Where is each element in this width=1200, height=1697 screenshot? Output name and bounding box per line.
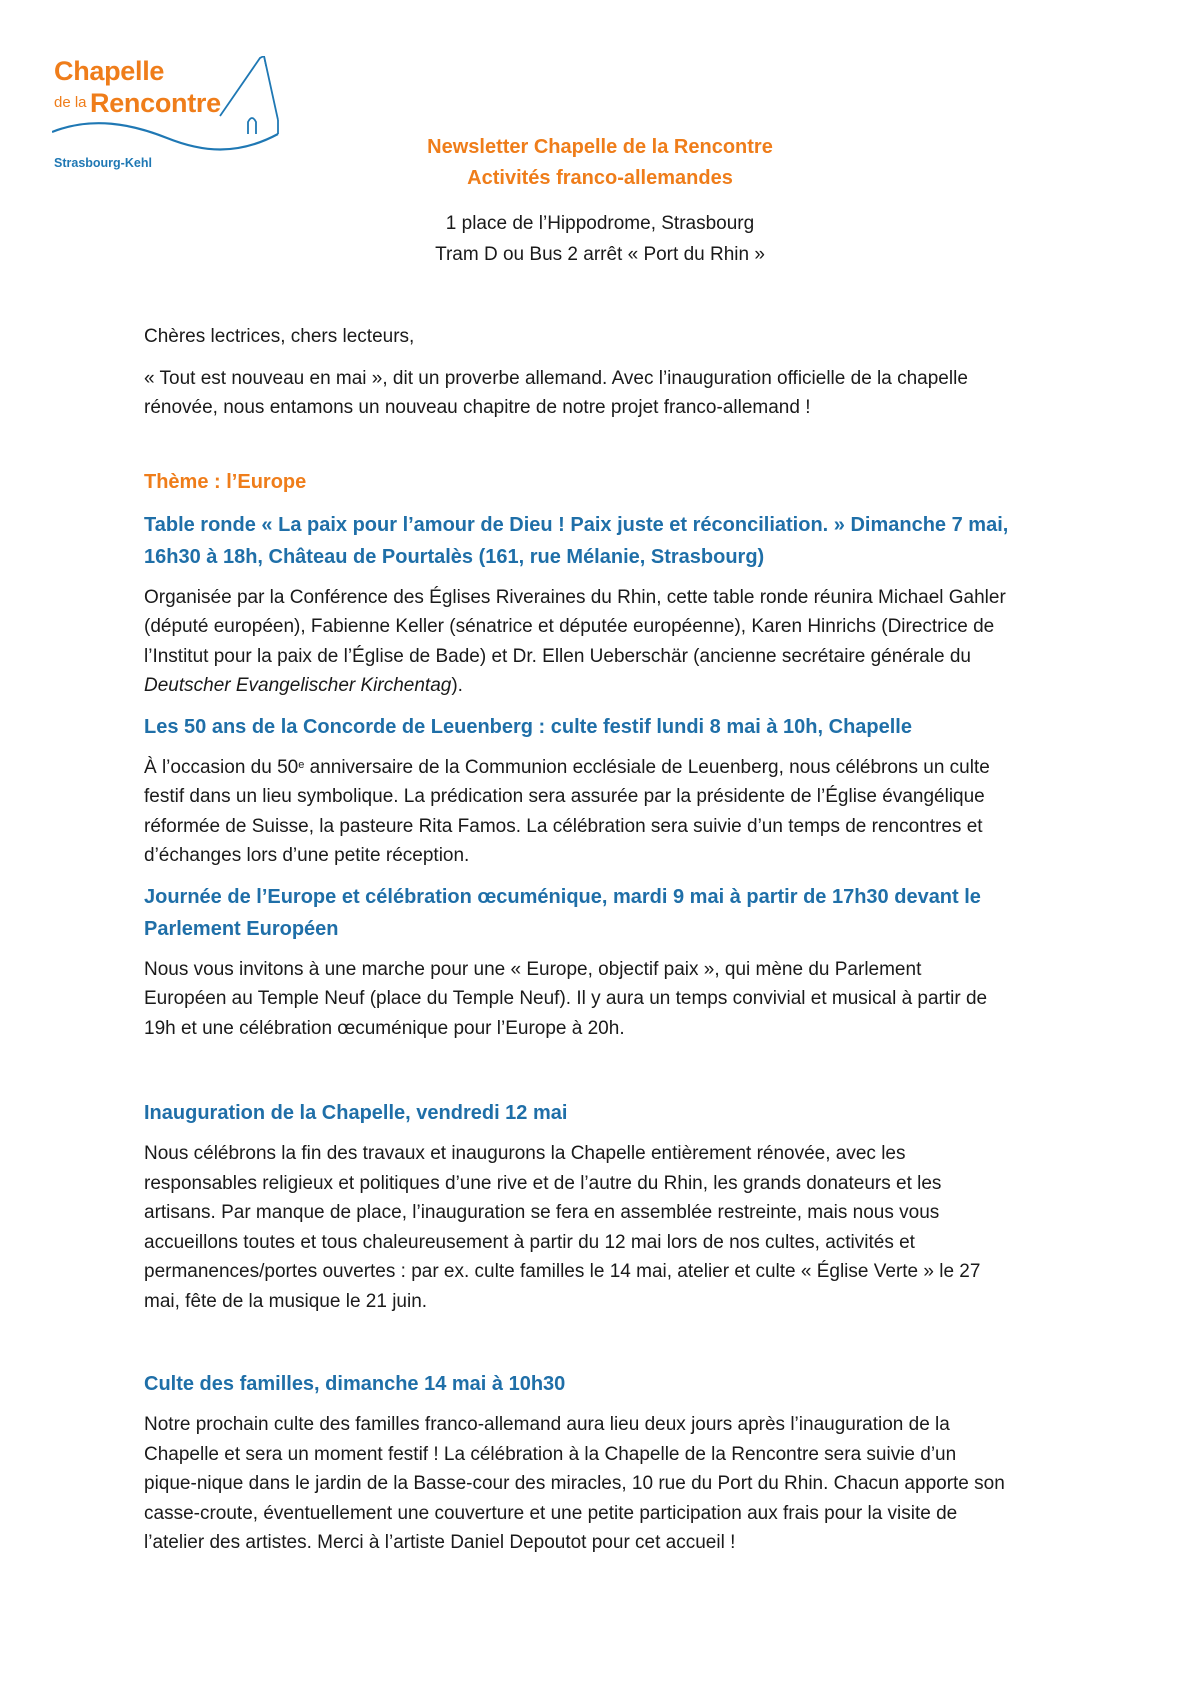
- section-heading-journee-europe: [144, 881, 1064, 945]
- text-fragment: ).: [451, 675, 463, 696]
- text-line: réformée de Suisse, la pasteure Rita Famos. La célébration sera suivie d’un temps de rencontres et: [144, 815, 983, 837]
- text-line: d’échanges lors d’une petite réception.: [144, 845, 470, 866]
- spacer: [144, 1053, 1064, 1097]
- address-block: [330, 208, 870, 270]
- text-line: Chapelle et sera un moment festif ! La célébration à la Chapelle de la Rencontre sera suivie d’un: [144, 1443, 957, 1465]
- text-line: Nous célébrons la fin des travaux et inaugurons la Chapelle entièrement rénovée, avec les: [144, 1143, 906, 1164]
- text-line: permanences/portes ouvertes : par ex. culte familles le 14 mai, atelier et culte « Église Verte » le 27: [144, 1261, 981, 1282]
- heading-line: Table ronde « La paix pour l’amour de Dieu ! Paix juste et réconciliation. » Dimanche 7 mai,: [144, 513, 1009, 536]
- logo-word-de-la: de la: [54, 94, 87, 111]
- section-text-table-ronde: [144, 583, 1064, 701]
- heading-line: 16h30 à 18h, Château de Pourtalès (161, rue Mélanie, Strasbourg): [144, 545, 765, 568]
- text-line: l’Institut pour la paix de l’Église de Bade) et Dr. Ellen Ueberschär (ancienne secrétaire générale du: [144, 645, 971, 667]
- chapelle-logo: [52, 56, 302, 176]
- text-line: [144, 753, 1064, 783]
- address-line-1: 1 place de l’Hippodrome, Strasbourg: [445, 213, 755, 234]
- intro-line: « Tout est nouveau en mai », dit un proverbe allemand. Avec l’inauguration officielle de la chapelle: [144, 367, 968, 389]
- heading-line: Journée de l’Europe et célébration œcuménique, mardi 9 mai à partir de 17h30 devant le: [144, 885, 981, 908]
- text-line: mai, fête de la musique le 21 juin.: [144, 1290, 428, 1312]
- address-line-2: Tram D ou Bus 2 arrêt « Port du Rhin »: [435, 244, 765, 265]
- text-line: Organisée par la Conférence des Églises Riveraines du Rhin, cette table ronde réunira Michael Gahler: [144, 586, 1006, 608]
- newsletter-title: [330, 132, 870, 194]
- title-line-2: Activités franco-allemandes: [467, 167, 733, 189]
- section-heading-leuenberg: Les 50 ans de la Concorde de Leuenberg : culte festif lundi 8 mai à 10h, Chapelle: [144, 715, 912, 738]
- text-line: accueillons toutes et tous chaleureusement à partir du 12 mai lors de nos cultes, activités et: [144, 1231, 915, 1253]
- section-text-journee-europe: [144, 955, 1064, 1044]
- intro-paragraph: [144, 364, 1064, 423]
- text-line: pique-nique dans le jardin de la Basse-cour des miracles, 10 rue du Port du Rhin. Chacun apporte son: [144, 1473, 1005, 1494]
- text-line: artisans. Par manque de place, l’inauguration se fera en assemblée restreinte, mais nous vous: [144, 1202, 940, 1223]
- logo-city: Strasbourg-Kehl: [54, 156, 152, 170]
- ordinal-superscript: e: [298, 758, 305, 771]
- heading-line: Parlement Européen: [144, 917, 339, 940]
- newsletter-body: [144, 322, 1064, 1568]
- section-heading-table-ronde: [144, 509, 1064, 573]
- kirchentag-name: Deutscher Evangelischer Kirchentag: [144, 675, 452, 696]
- section-text-culte-familles: [144, 1410, 1064, 1558]
- intro-line: rénovée, nous entamons un nouveau chapitre de notre projet franco-allemand !: [144, 397, 811, 418]
- text-line: (député européen), Fabienne Keller (sénatrice et députée européenne), Karen Hinrichs (Directrice de: [144, 616, 995, 637]
- text-line: l’atelier des artistes. Merci à l’artiste Daniel Depoutot pour cet accueil !: [144, 1532, 736, 1553]
- text-line: [144, 671, 1064, 701]
- logo-word-rencontre: Rencontre: [90, 88, 221, 118]
- text-line: Européen au Temple Neuf (place du Temple Neuf). Il y aura un temps convivial et musical à partir de: [144, 988, 988, 1009]
- logo-word-chapelle: Chapelle: [54, 56, 165, 86]
- text-line: casse-croute, éventuellement une couverture et une petite participation aux frais pour la visite de: [144, 1502, 958, 1524]
- section-heading-culte-familles: Culte des familles, dimanche 14 mai à 10h30: [144, 1373, 566, 1395]
- text-line: Notre prochain culte des familles franco-allemand aura lieu deux jours après l’inauguration de la: [144, 1414, 950, 1435]
- section-text-inauguration: [144, 1139, 1064, 1316]
- greeting: Chères lectrices, chers lecteurs,: [144, 326, 415, 347]
- theme-heading: Thème : l’Europe: [144, 470, 307, 493]
- title-line-1: Newsletter Chapelle de la Rencontre: [427, 136, 773, 158]
- text-line: festif dans un lieu symbolique. La prédication sera assurée par la présidente de l’Église évangélique: [144, 786, 985, 807]
- text-line: Nous vous invitons à une marche pour une « Europe, objectif paix », qui mène du Parlement: [144, 958, 922, 980]
- section-heading-inauguration: Inauguration de la Chapelle, vendredi 12 mai: [144, 1102, 568, 1124]
- section-text-leuenberg: [144, 753, 1064, 871]
- text-fragment: À l’occasion du 50: [144, 756, 299, 778]
- text-line: 19h et une célébration œcuménique pour l’Europe à 20h.: [144, 1017, 625, 1039]
- text-fragment: anniversaire de la Communion ecclésiale de Leuenberg, nous célébrons un culte: [304, 756, 990, 778]
- text-line: responsables religieux et politiques d’une rive et de l’autre du Rhin, les grands donateurs et les: [144, 1172, 942, 1194]
- spacer: [144, 1326, 1064, 1368]
